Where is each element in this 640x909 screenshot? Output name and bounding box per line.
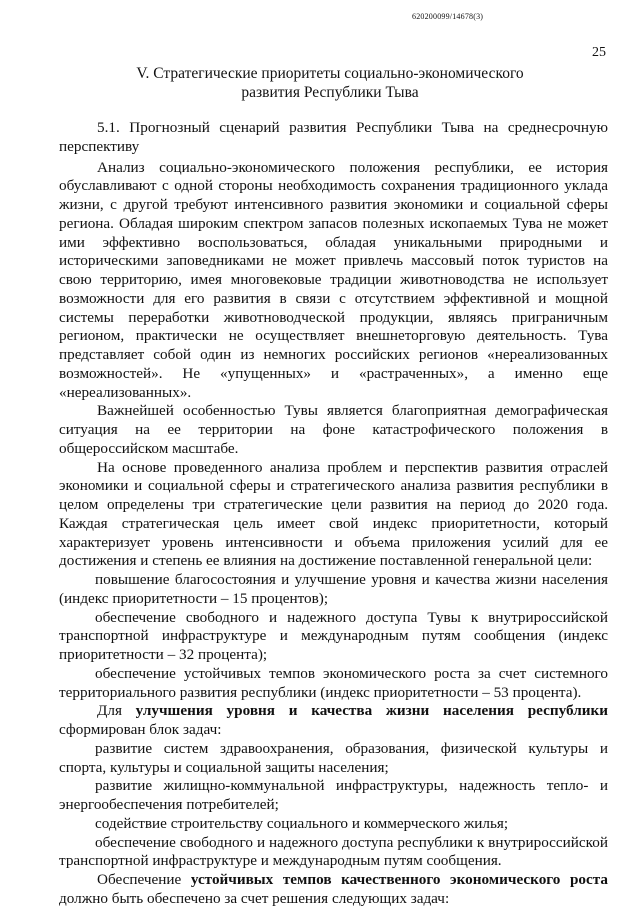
page-number: 25 xyxy=(592,45,606,60)
paragraph-analysis: Анализ социально-экономического положения республики, ее история обуславливают с одной стороны необходимость сохранения традиционного уклада жизни, с другой требуют интенсивного развития экономики и социальной сферы региона. Обладая широким спектром запасов полезных ископаемых Тува не может ими эффективно воспользоваться, обладая уникальными природными и историческими заповедниками не может привлечь массовый поток туристов на свою территорию, имея многовековые традиции животноводства не использует возможности для его развития в связи с отсутствием эффективной и мощной системы переработки животноводческой продукции, являясь приграничным регионом, практически не осуществляет внешнеторговую деятельность. Тува представляет собой один из немногих российских регионов «нереализованных возможностей». Не «упущенных» и «растраченных», а именно еще «нереализованных». xyxy=(59,158,608,401)
section-heading xyxy=(60,64,600,102)
task-item-housing: содействие строительству социального и коммерческого жилья; xyxy=(95,814,509,832)
paragraph-economic-growth: Обеспечение устойчивых темпов качественного экономического роста должно быть обеспечено за счет решения следующих задач: xyxy=(59,871,608,907)
paragraph-life-quality-tasks: Для улучшения уровня и качества жизни населения республики сформирован блок задач: xyxy=(59,702,608,738)
task-item-utilities: развитие жилищно-коммунальной инфраструктуры, надежность тепло- и энергообеспечения потребителей; xyxy=(59,777,608,813)
paragraph-strategic-goals: На основе проведенного анализа проблем и перспектив развития отраслей экономики и социальной сферы и стратегического анализа развития республики в целом определены три стратегические цели развития на период до 2020 года. Каждая стратегическая цель имеет свой индекс приоритетности, который характеризует уровень интенсивности и объема приложения усилий для ее достижения и степень ее влияния на достижение поставленной генеральной цели: xyxy=(59,458,608,570)
paragraph-demography: Важнейшей особенностью Тувы является благоприятная демографическая ситуация на ее территории на фоне катастрофического положения в общероссийском масштабе. xyxy=(59,402,608,457)
goal-item-welfare: повышение благосостояния и улучшение уровня и качества жизни населения (индекс приоритетности – 15 процентов); xyxy=(59,571,608,607)
task-item-transport-access: обеспечение свободного и надежного доступа республики к внутрироссийской транспортной инфраструктуре и международным путям сообщения. xyxy=(59,833,608,870)
task-item-social-systems: развитие систем здравоохранения, образования, физической культуры и спорта, культуры и социальной защиты населения; xyxy=(59,739,608,776)
section-title-line-1: V. Стратегические приоритеты социально-экономического xyxy=(136,65,524,82)
document-id: 620200099/14678(3) xyxy=(412,12,484,21)
goal-item-growth: обеспечение устойчивых темпов экономического роста за счет системного территориального развития республики (индекс приоритетности – 53 процента). xyxy=(59,664,608,701)
subsection-title: 5.1. Прогнозный сценарий развития Республики Тыва на среднесрочную перспективу xyxy=(59,119,608,155)
bold-phrase-life-quality: улучшения уровня и качества жизни населения республики xyxy=(135,702,608,720)
bold-phrase-economic-growth: устойчивых темпов качественного экономического роста xyxy=(190,871,608,888)
document-body xyxy=(59,119,608,909)
section-title-line-2: развития Республики Тыва xyxy=(241,84,419,101)
goal-item-transport: обеспечение свободного и надежного доступа Тувы к внутрироссийской транспортной инфраструктуре и международным путям сообщения (индекс приоритетности – 32 процента); xyxy=(59,608,608,663)
